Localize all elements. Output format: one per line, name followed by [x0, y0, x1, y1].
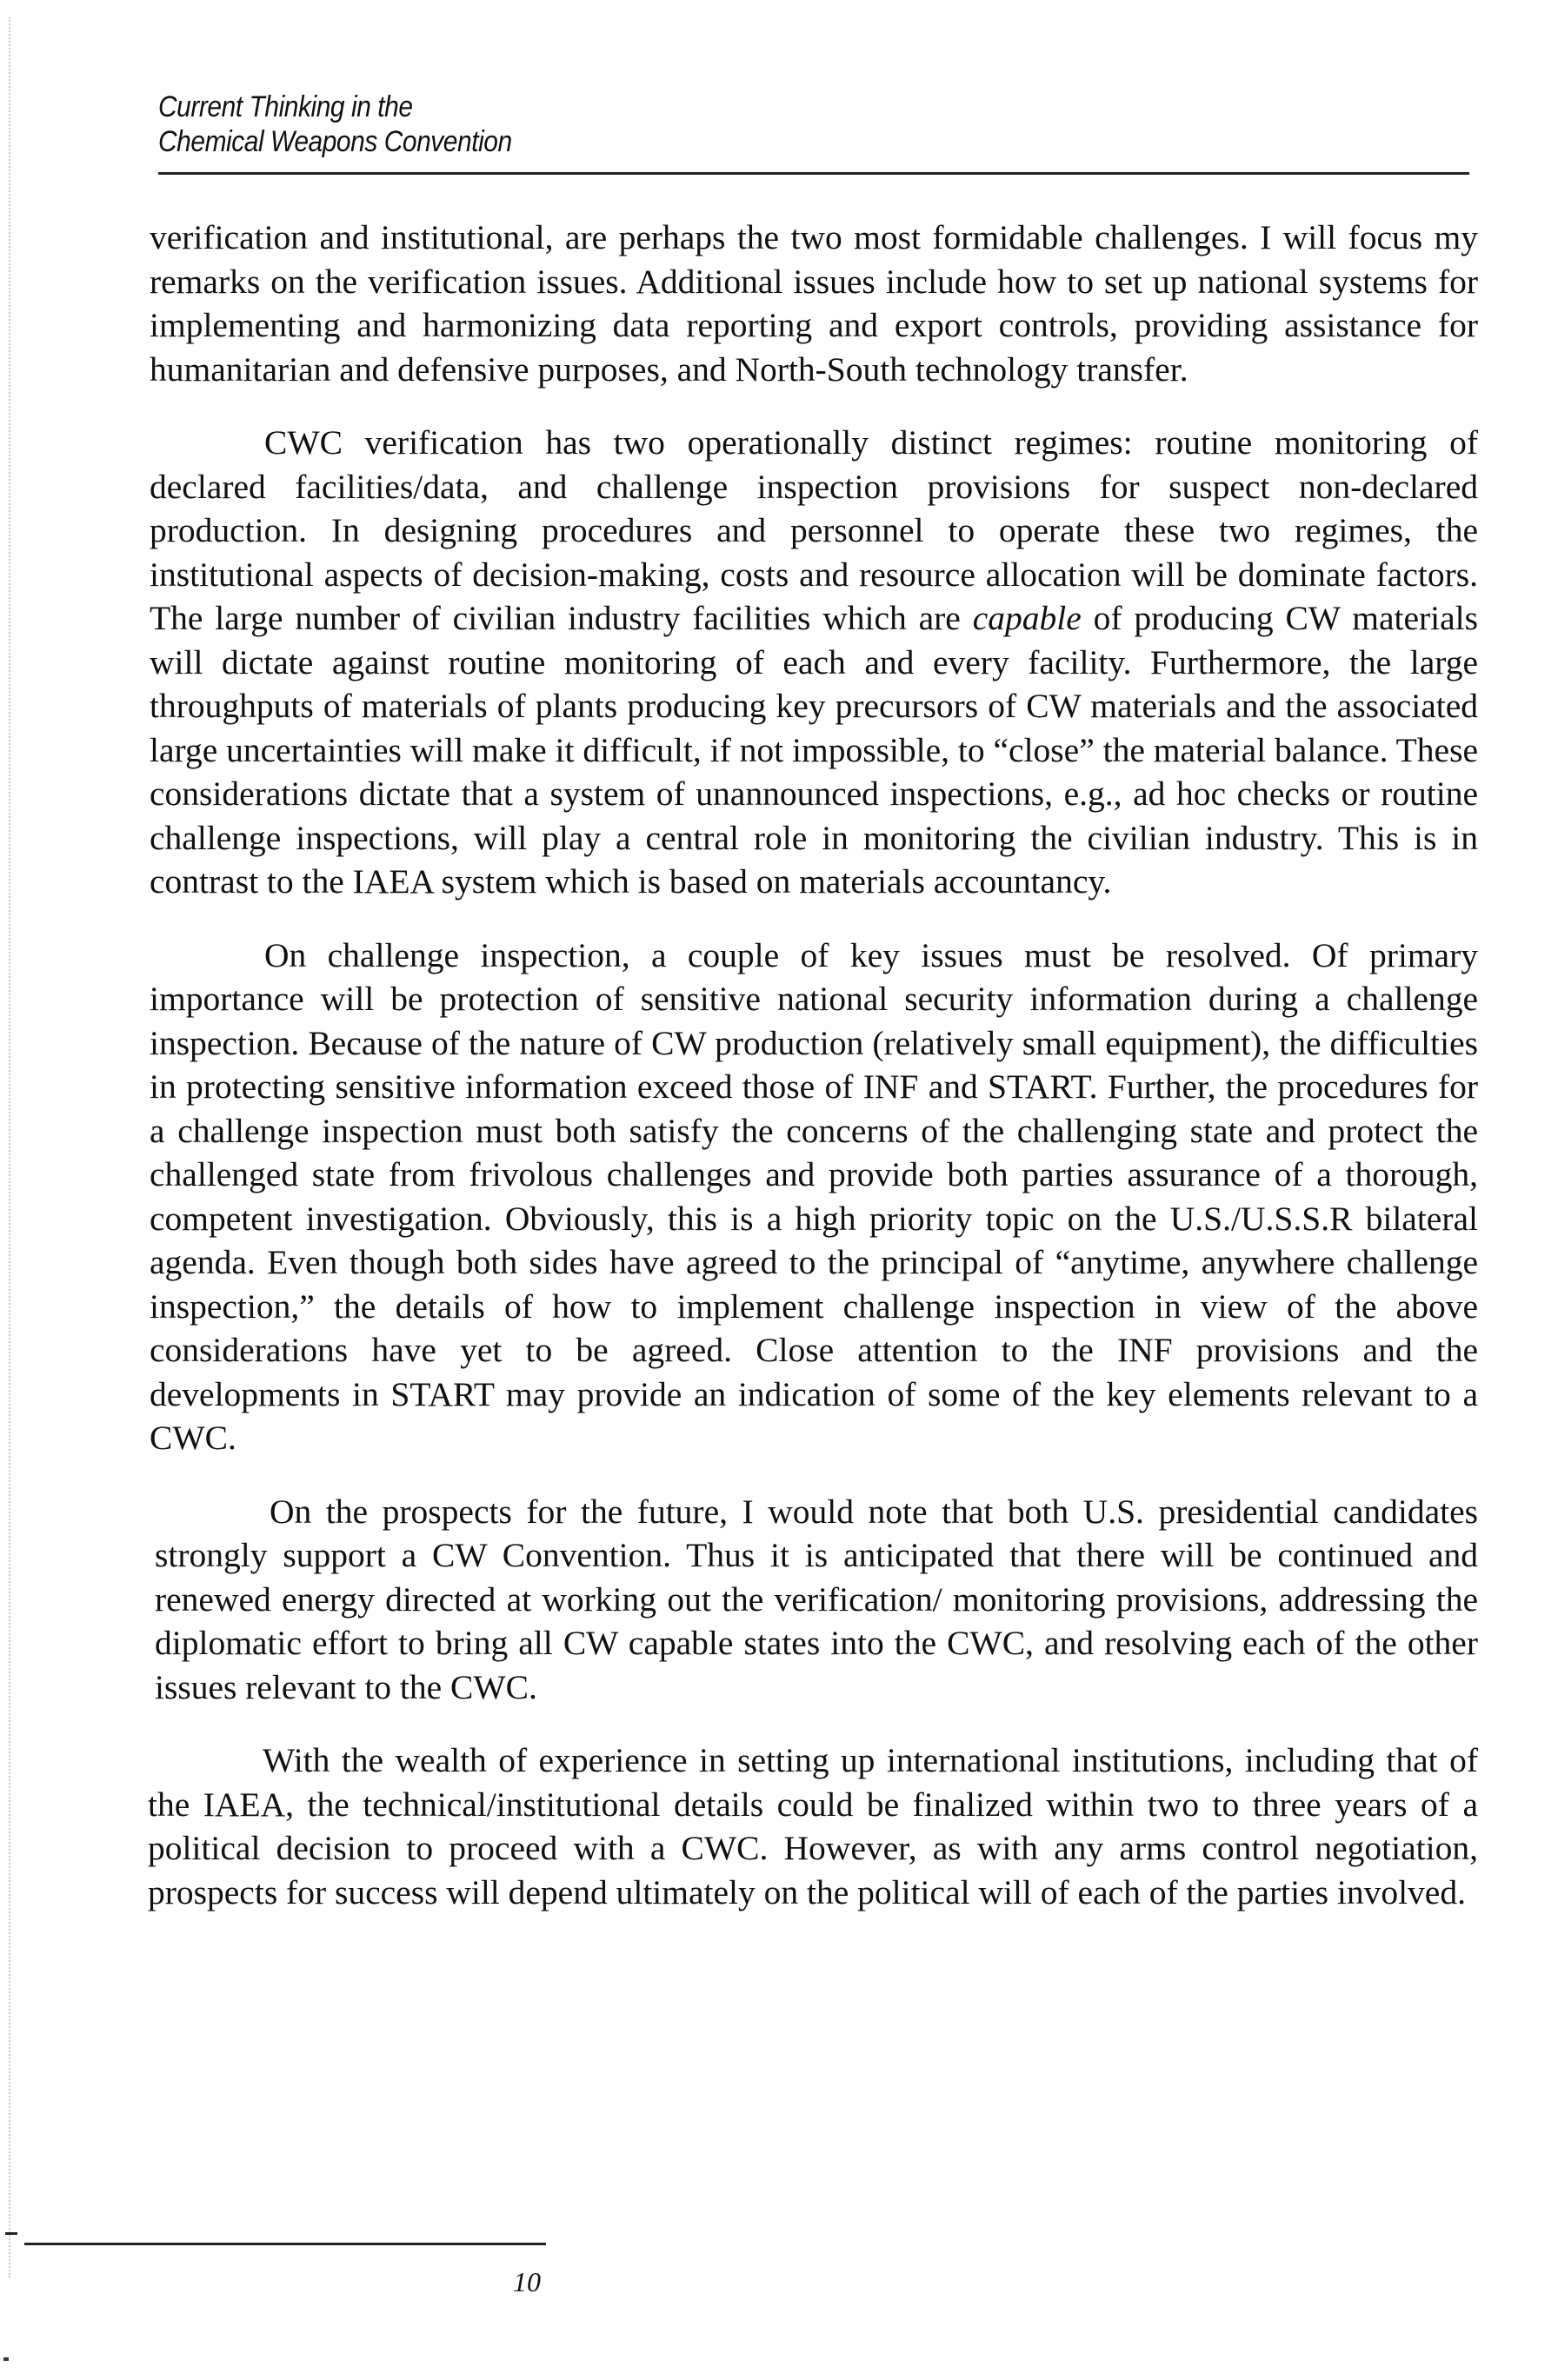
paragraph-3: On challenge inspection, a couple of key issues must be resolved. Of primary importance will be protection of sensitive national security information during a challenge inspection. Because of the nature of CW production (relatively small equipment), the difficulties in protecting sensitive information exceed those of INF and START. Further, the procedures for a challenge inspection must both satisfy the concerns of the challenging state and protect the challenged state from frivolous challenges and provide both parties assurance of a thorough, competent investigation. Obviously, this is a high priority topic on the U.S./U.S.S.R bilateral agenda. Even though both sides have agreed to the principal of “anytime, anywhere challenge inspection,” the details of how to implement challenge inspection in view of the above considerations have yet to be agreed. Close attention to the INF provisions and the developments in START may provide an indication of some of the key elements relevant to a CWC.: [150, 935, 1478, 1457]
paragraph-2-emphasis: capable: [972, 599, 1082, 637]
running-head-line-2: Chemical Weapons Convention: [158, 125, 512, 158]
body-text: [150, 216, 1478, 1944]
header-rule: [158, 172, 1469, 175]
paragraph-4: On the prospects for the future, I would note that both U.S. presidential candidates strongly support a CW Convention. Thus it is anticipated that there will be continued and renewed energy directed at working out the verification/ monitoring provisions, addressing the diplomatic effort to bring all CW capable states into the CWC, and resolving each of the other issues relevant to the CWC.: [155, 1492, 1478, 1706]
running-head-line-1: Current Thinking in the: [158, 90, 413, 123]
page-number: 10: [513, 2266, 541, 2297]
scan-speck: [3, 2357, 9, 2361]
running-head: [158, 90, 512, 159]
paragraph-2-text-a: CWC verification has two operationally distinct regimes: routine monitoring of declared facilities/data, and challenge inspection provisions for suspect non-declared production. In designing procedures and personnel to operate these two regimes, the institutional aspects of decision-making, costs and resource allocation will be dominate factors. The large number of civilian industry facilities which are: [150, 423, 1478, 637]
scan-edge-artifact: [9, 17, 12, 2277]
footer-margin-mark: [5, 2232, 17, 2235]
paragraph-5: With the wealth of experience in setting up international institutions, including that of the IAEA, the technical/institutional details could be finalized within two to three years of a political decision to proceed with a CWC. However, as with any arms control negotiation, prospects for success will depend ultimately on the political will of each of the parties involved.: [148, 1741, 1478, 1911]
paragraph-1: verification and institutional, are perhaps the two most formidable challenges. I will focus my remarks on the verification issues. Additional issues include how to set up national systems for implementing and harmonizing data reporting and export controls, providing assistance for humanitarian and defensive purposes, and North-South technology transfer.: [150, 218, 1478, 389]
paragraph-2-text-b: of producing CW materials will dictate against routine monitoring of each and every facility. Furthermore, the large throughputs of materials of plants producing key precursors of CW materials and the associated large uncertainties will make it difficult, if not impossible, to “close” the material balance. These considerations dictate that a system of unannounced inspections, e.g., ad hoc checks or routine challenge inspections, will play a central role in monitoring the civilian industry. This is in contrast to the IAEA system which is based on materials accountancy.: [150, 599, 1478, 901]
footer-rule: [24, 2243, 546, 2245]
paragraph-2: [150, 421, 1478, 904]
